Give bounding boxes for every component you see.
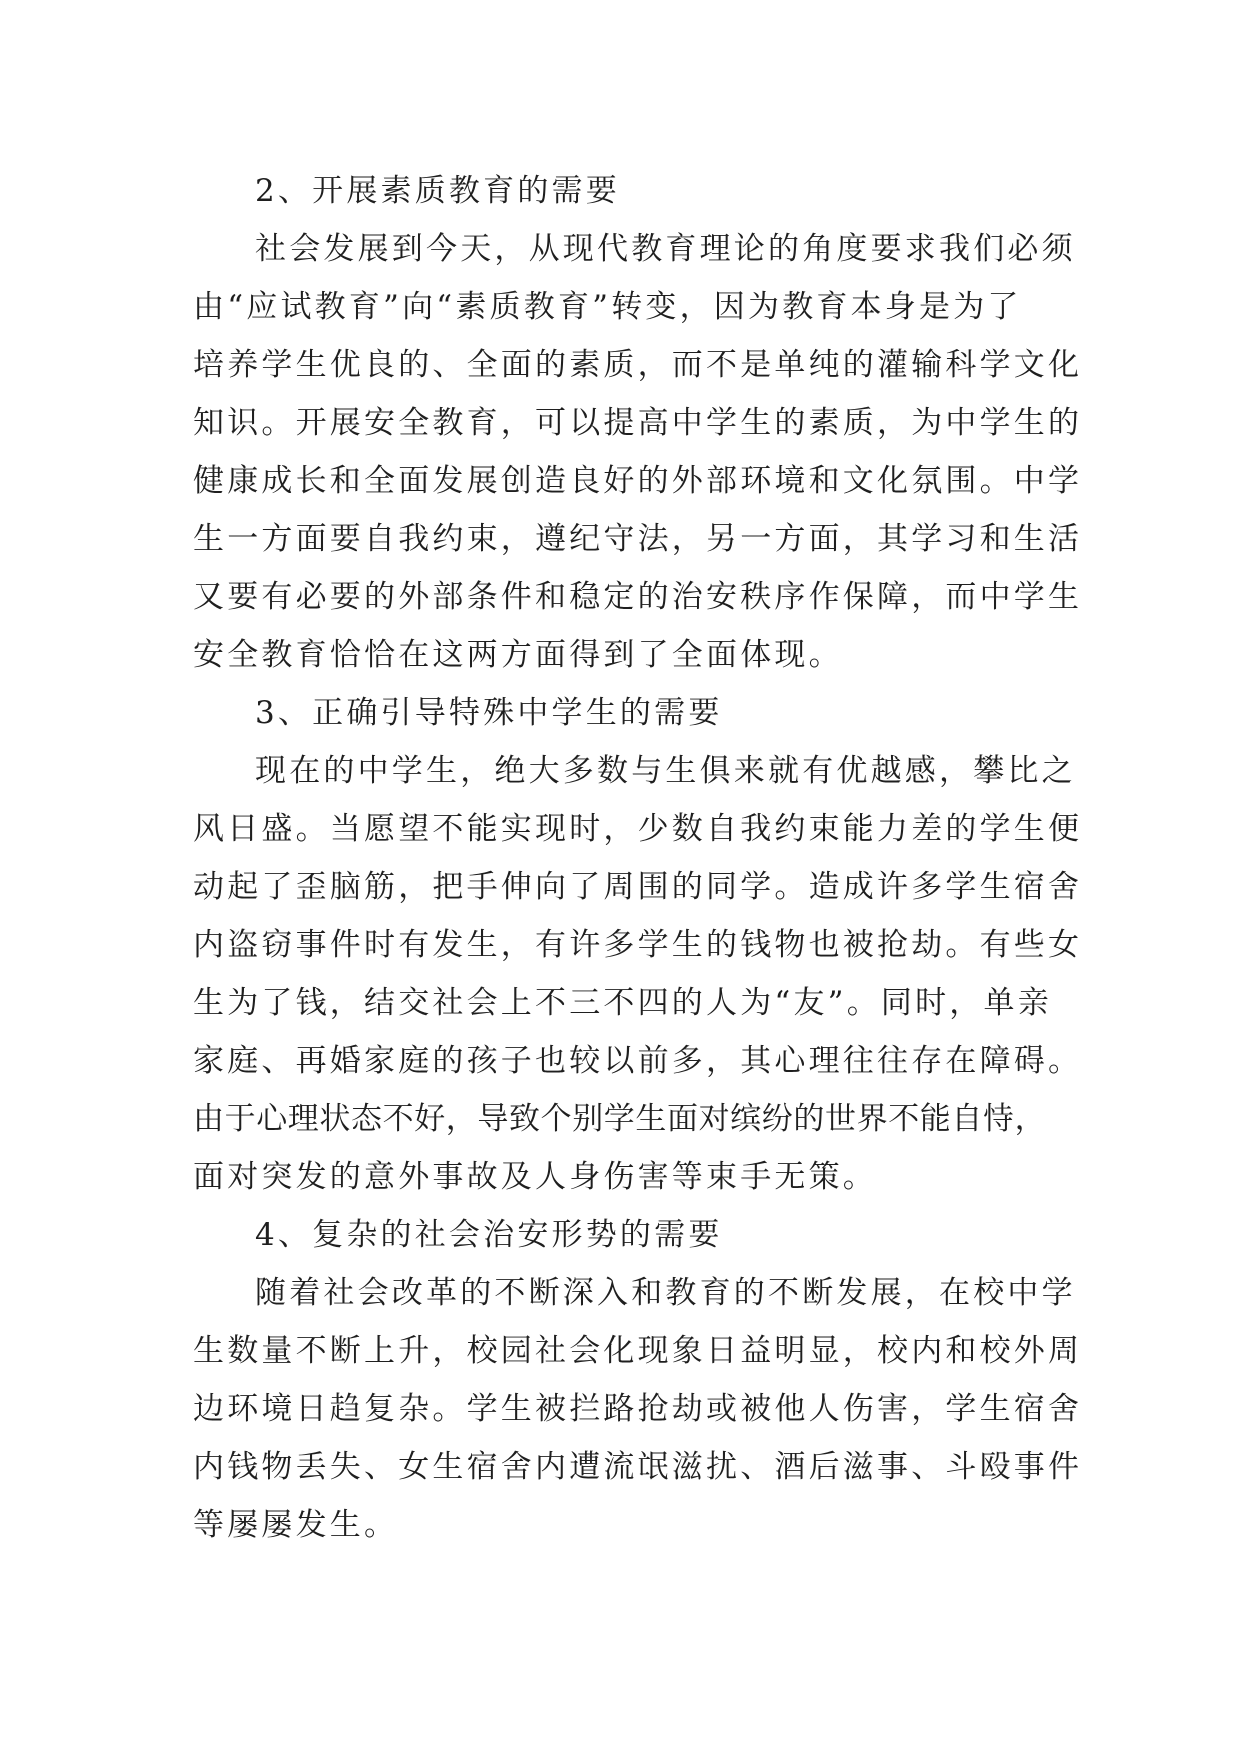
paragraph-line: 健康成长和全面发展创造良好的外部环境和文化氛围。中学 bbox=[193, 463, 1083, 499]
paragraph-line: 由于心理状态不好，导致个别学生面对缤纷的世界不能自恃， bbox=[193, 1101, 1047, 1137]
paragraph-line: 现在的中学生，绝大多数与生俱来就有优越感，攀比之 bbox=[255, 753, 1076, 789]
paragraph-line: 随着社会改革的不断深入和教育的不断发展，在校中学 bbox=[255, 1275, 1076, 1311]
paragraph-line: 风日盛。当愿望不能实现时，少数自我约束能力差的学生便 bbox=[193, 811, 1083, 847]
paragraph-line: 内盗窃事件时有发生，有许多学生的钱物也被抢劫。有些女 bbox=[193, 927, 1083, 963]
paragraph-line: 生数量不断上升，校园社会化现象日益明显，校内和校外周 bbox=[193, 1333, 1083, 1369]
paragraph-line: 社会发展到今天，从现代教育理论的角度要求我们必须 bbox=[255, 231, 1076, 267]
paragraph-line: 生一方面要自我约束，遵纪守法，另一方面，其学习和生活 bbox=[193, 521, 1083, 557]
section-heading: 2、开展素质教育的需要 bbox=[255, 173, 620, 209]
paragraph-line: 又要有必要的外部条件和稳定的治安秩序作保障，而中学生 bbox=[193, 579, 1083, 615]
paragraph-line: 边环境日趋复杂。学生被拦路抢劫或被他人伤害，学生宿舍 bbox=[193, 1391, 1083, 1427]
paragraph-line: 等屡屡发生。 bbox=[193, 1507, 399, 1543]
paragraph-line: 安全教育恰恰在这两方面得到了全面体现。 bbox=[193, 637, 843, 673]
paragraph-line: 培养学生优良的、全面的素质，而不是单纯的灌输科学文化 bbox=[193, 347, 1083, 383]
section-heading: 3、正确引导特殊中学生的需要 bbox=[255, 695, 723, 731]
paragraph-line: 由“应试教育”向“素质教育”转变，因为教育本身是为了 bbox=[193, 289, 1022, 325]
paragraph-line: 动起了歪脑筋，把手伸向了周围的同学。造成许多学生宿舍 bbox=[193, 869, 1083, 905]
paragraph-line: 内钱物丢失、女生宿舍内遭流氓滋扰、酒后滋事、斗殴事件 bbox=[193, 1449, 1083, 1485]
paragraph-line: 知识。开展安全教育，可以提高中学生的素质，为中学生的 bbox=[193, 405, 1083, 441]
paragraph-line: 家庭、再婚家庭的孩子也较以前多，其心理往往存在障碍。 bbox=[193, 1043, 1083, 1079]
section-heading: 4、复杂的社会治安形势的需要 bbox=[255, 1217, 723, 1253]
paragraph-line: 生为了钱，结交社会上不三不四的人为“友”。同时，单亲 bbox=[193, 985, 1052, 1021]
paragraph-line: 面对突发的意外事故及人身伤害等束手无策。 bbox=[193, 1159, 877, 1195]
